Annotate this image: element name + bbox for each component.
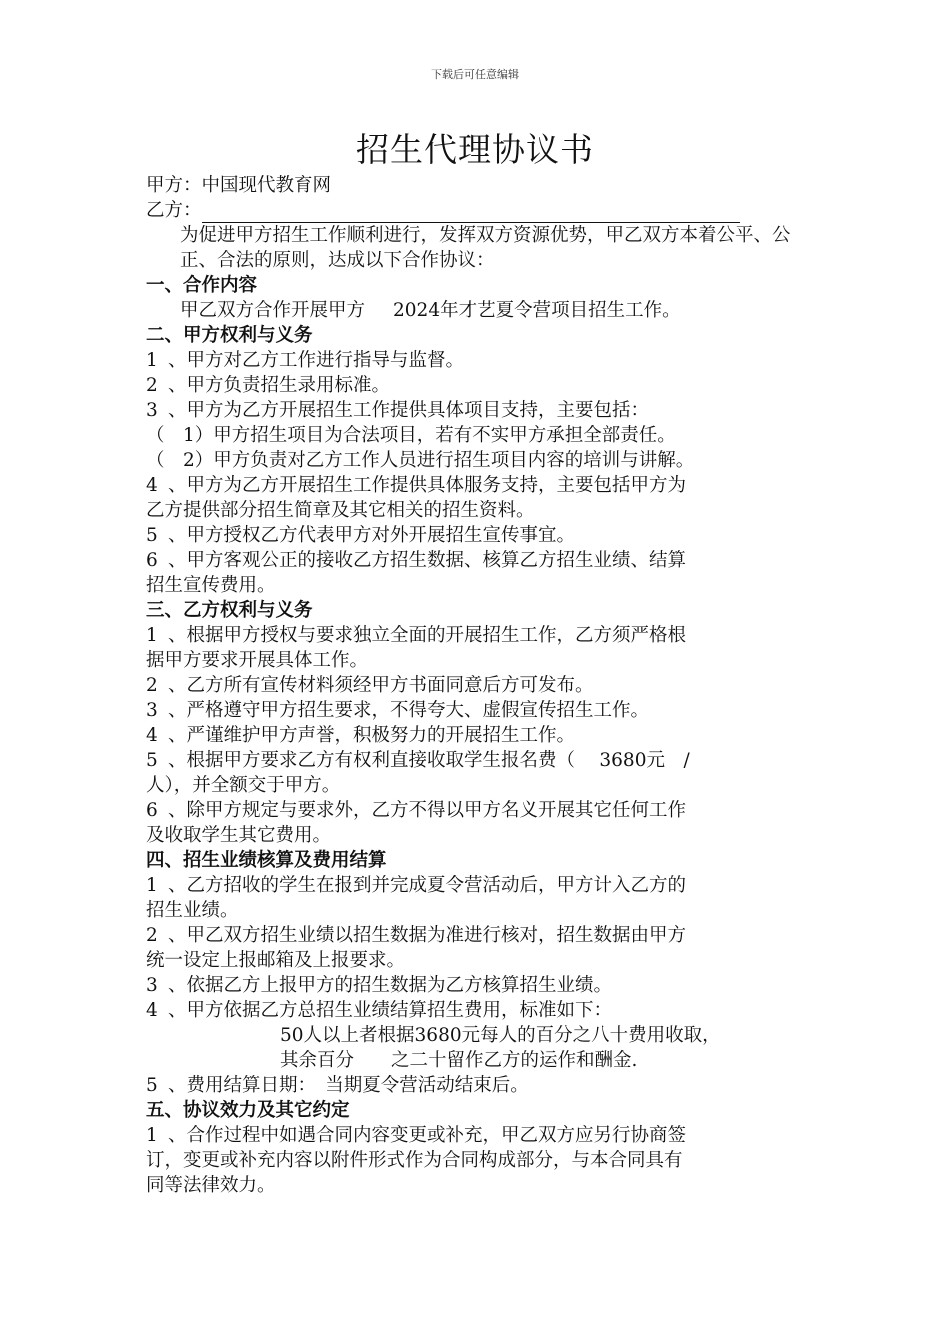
s2-item-4 <box>146 473 806 498</box>
item-number: 2 <box>146 925 158 946</box>
item-text: 、根据甲方授权与要求独立全面的开展招生工作，乙方须严格根 <box>168 625 687 646</box>
s2-item-6 <box>146 548 806 573</box>
item-number: 5 <box>146 525 158 546</box>
item-number: 5 <box>146 1075 158 1096</box>
s3-item-2 <box>146 673 806 698</box>
header-note: 下载后可任意编辑 <box>431 68 519 81</box>
item-text: 、甲方依据乙方总招生业绩结算招生费用，标准如下： <box>168 1000 613 1021</box>
item-text: 、甲方为乙方开展招生工作提供具体项目支持，主要包括： <box>168 400 650 421</box>
party-a-line: 甲方：中国现代教育网 <box>146 175 332 196</box>
document-body <box>146 173 806 1198</box>
item-number: 2 <box>146 375 158 396</box>
s2-item-5 <box>146 523 806 548</box>
s3-item-5-cont: 人），并全额交于甲方。 <box>146 775 341 796</box>
s4-item-5 <box>146 1073 806 1098</box>
party-b-line <box>146 198 806 223</box>
s2-sub-2: （ 2）甲方负责对乙方工作人员进行招生项目内容的培训与讲解。 <box>146 450 695 471</box>
item-text: 、乙方招收的学生在报到并完成夏令营活动后，甲方计入乙方的 <box>168 875 687 896</box>
party-b-label: 乙方： <box>146 200 202 221</box>
section-1-text-b: 2024年才艺夏令营项目招生工作。 <box>393 300 681 321</box>
s3-item-4 <box>146 723 806 748</box>
s3-item-6-cont: 及收取学生其它费用。 <box>146 825 332 846</box>
intro-paragraph: 为促进甲方招生工作顺利进行，发挥双方资源优势，甲乙双方本着公平、公正、合法的原则，达成以下合作协议： <box>180 225 791 271</box>
s4-item-2-cont: 统一设定上报邮箱及上报要求。 <box>146 950 406 971</box>
item-number: 1 <box>146 1125 158 1146</box>
item-text: 、依据乙方上报甲方的招生数据为乙方核算招生业绩。 <box>168 975 613 996</box>
s2-item-3 <box>146 398 806 423</box>
item-number: 3 <box>146 400 158 421</box>
section-1-heading: 一、合作内容 <box>146 275 258 296</box>
s4-item-1 <box>146 873 806 898</box>
item-number: 1 <box>146 875 158 896</box>
s4-item-2 <box>146 923 806 948</box>
s4-standard-2: 其余百分 之二十留作乙方的运作和酬金. <box>280 1050 638 1071</box>
party-b-blank <box>202 202 740 223</box>
item-text: 、除甲方规定与要求外，乙方不得以甲方名义开展其它任何工作 <box>168 800 687 821</box>
item-number: 6 <box>146 800 158 821</box>
section-2-heading: 二、甲方权利与义务 <box>146 325 313 346</box>
item-number: 4 <box>146 1000 158 1021</box>
item-text: 、甲方负责招生录用标准。 <box>168 375 391 396</box>
item-text: 、乙方所有宣传材料须经甲方书面同意后方可发布。 <box>168 675 594 696</box>
item-text: 、甲方客观公正的接收乙方招生数据、核算乙方招生业绩、结算 <box>168 550 687 571</box>
s3-item-3 <box>146 698 806 723</box>
document-title: 招生代理协议书 <box>356 130 594 169</box>
s3-item-6 <box>146 798 806 823</box>
item-number: 4 <box>146 475 158 496</box>
item-number: 4 <box>146 725 158 746</box>
item-number: 3 <box>146 975 158 996</box>
s3-item-5 <box>146 748 806 773</box>
section-1-text <box>146 298 806 323</box>
s5-item-1 <box>146 1123 806 1148</box>
item-text: 、甲乙双方招生业绩以招生数据为准进行核对，招生数据由甲方 <box>168 925 687 946</box>
section-1-text-a: 甲乙双方合作开展甲方 <box>180 300 366 321</box>
item-text: 、根据甲方要求乙方有权利直接收取学生报名费（ 3680元 / <box>168 750 690 771</box>
item-number: 6 <box>146 550 158 571</box>
s3-item-1 <box>146 623 806 648</box>
s4-item-4 <box>146 998 806 1023</box>
item-text: 、严格遵守甲方招生要求，不得夸大、虚假宣传招生工作。 <box>168 700 650 721</box>
section-4-heading: 四、招生业绩核算及费用结算 <box>146 850 387 871</box>
s2-item-2 <box>146 373 806 398</box>
item-number: 2 <box>146 675 158 696</box>
s2-item-6-cont: 招生宣传费用。 <box>146 575 276 596</box>
item-text: 、甲方对乙方工作进行指导与监督。 <box>168 350 465 371</box>
s3-item-1-cont: 据甲方要求开展具体工作。 <box>146 650 369 671</box>
item-text: 、费用结算日期： 当期夏令营活动结束后。 <box>168 1075 529 1096</box>
s4-item-3 <box>146 973 806 998</box>
s4-standard-1: 50人以上者根据3680元每人的百分之八十费用收取， <box>280 1025 721 1046</box>
item-text: 、合作过程中如遇合同内容变更或补充，甲乙双方应另行协商签 <box>168 1125 687 1146</box>
section-5-heading: 五、协议效力及其它约定 <box>146 1100 350 1121</box>
item-text: 、严谨维护甲方声誉，积极努力的开展招生工作。 <box>168 725 576 746</box>
s2-sub-1: （ 1）甲方招生项目为合法项目，若有不实甲方承担全部责任。 <box>146 425 676 446</box>
s5-item-1-cont: 订，变更或补充内容以附件形式作为合同构成部分，与本合同具有 <box>146 1150 683 1171</box>
item-text: 、甲方授权乙方代表甲方对外开展招生宣传事宜。 <box>168 525 576 546</box>
item-text: 、甲方为乙方开展招生工作提供具体服务支持，主要包括甲方为 <box>168 475 687 496</box>
item-number: 3 <box>146 700 158 721</box>
s5-item-1-cont-2: 同等法律效力。 <box>146 1175 276 1196</box>
s2-item-4-cont: 乙方提供部分招生简章及其它相关的招生资料。 <box>146 500 535 521</box>
s2-item-1 <box>146 348 806 373</box>
item-number: 5 <box>146 750 158 771</box>
item-number: 1 <box>146 350 158 371</box>
s4-item-1-cont: 招生业绩。 <box>146 900 239 921</box>
section-3-heading: 三、乙方权利与义务 <box>146 600 313 621</box>
item-number: 1 <box>146 625 158 646</box>
